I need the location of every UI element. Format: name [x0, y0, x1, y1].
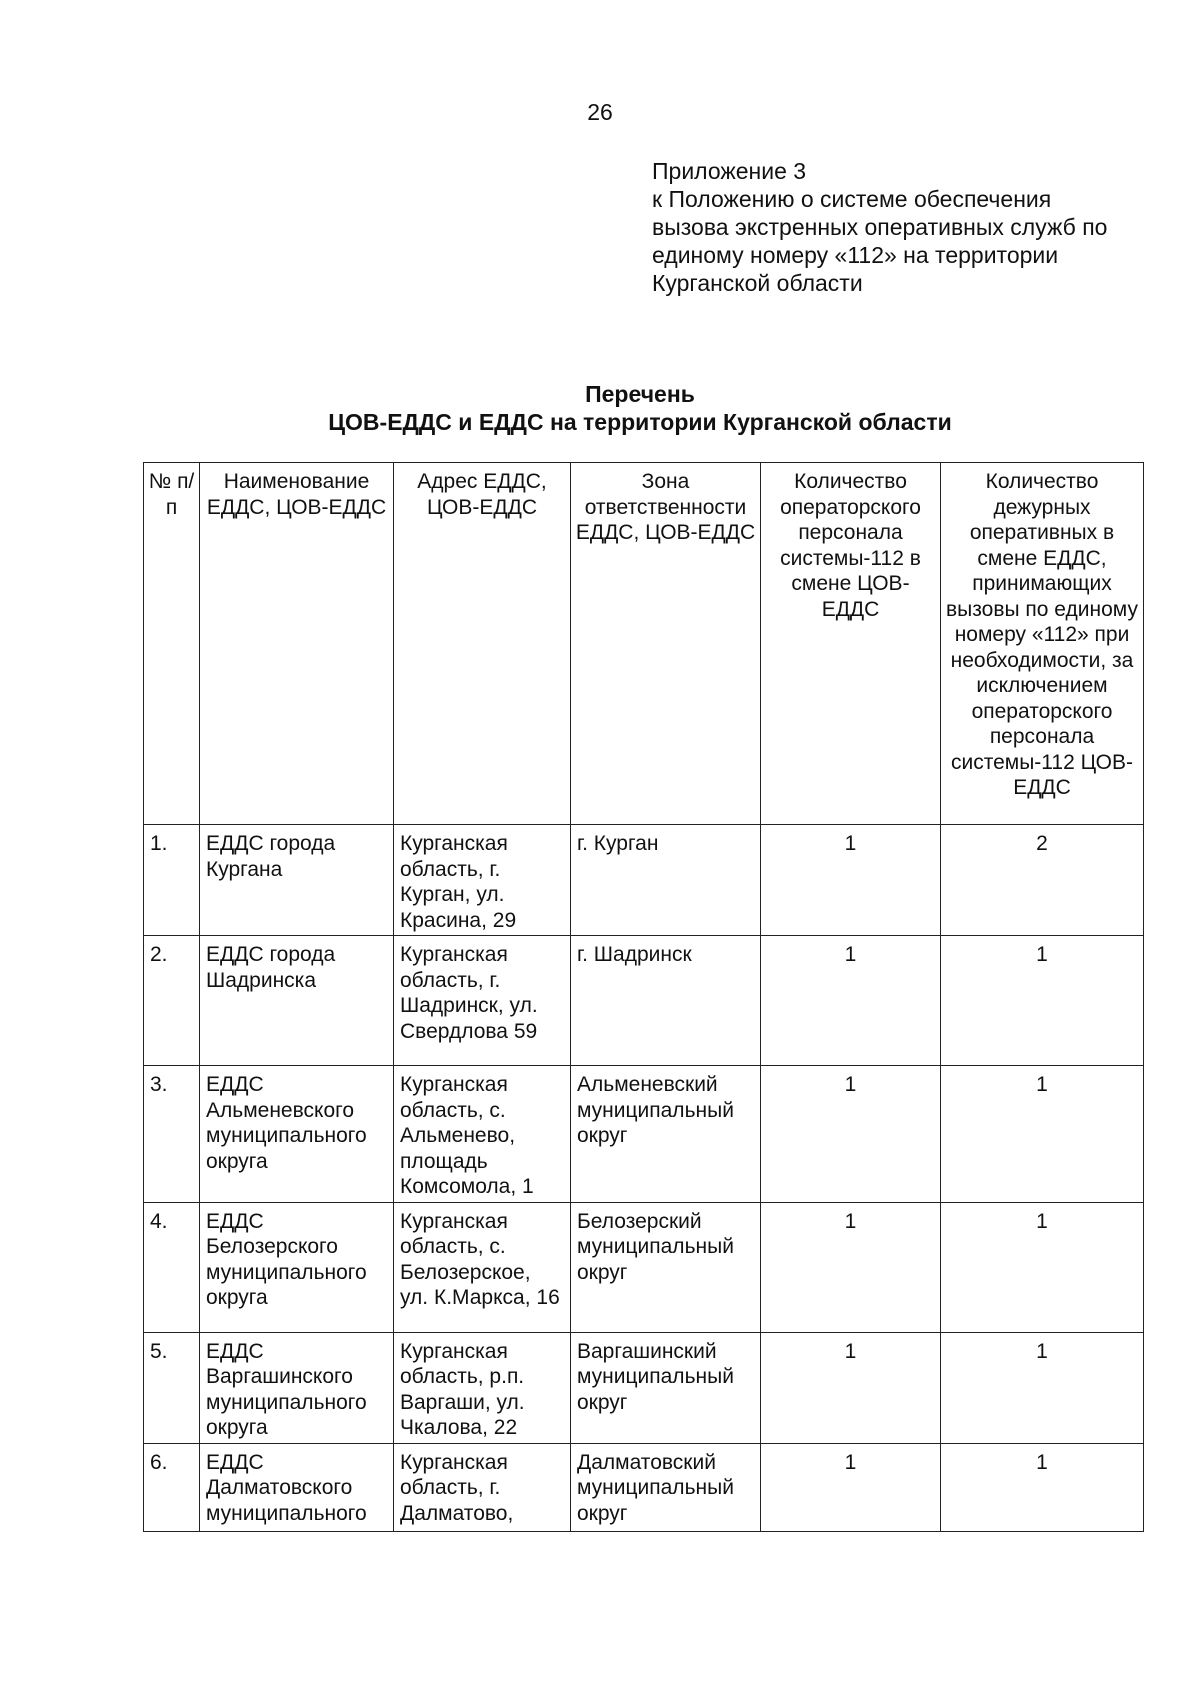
title-line-1: Перечень [585, 381, 695, 407]
cell-zone: Белозерский муниципальный округ [571, 1202, 761, 1332]
cell-duty: 1 [941, 1443, 1144, 1531]
cell-operators: 1 [761, 1332, 941, 1443]
cell-zone: г. Курган [571, 825, 761, 936]
cell-num: 1. [144, 825, 200, 936]
table-row [144, 1202, 1144, 1332]
header-address: Адрес ЕДДС, ЦОВ-ЕДДС [394, 463, 571, 825]
appendix-line: Приложение 3 [652, 158, 807, 184]
cell-name: ЕДДС Белозерского муниципального округа [200, 1202, 394, 1332]
edds-table [143, 462, 1144, 1532]
cell-address: Курганская область, г. Курган, ул. Красина, 29 [394, 825, 571, 936]
cell-zone: Альменевский муниципальный округ [571, 1066, 761, 1203]
cell-address: Курганская область, с. Белозерское, ул. К.Маркса, 16 [394, 1202, 571, 1332]
table-row [144, 1066, 1144, 1203]
cell-num: 6. [144, 1443, 200, 1531]
table-row [144, 936, 1144, 1066]
cell-name: ЕДДС города Шадринска [200, 936, 394, 1066]
table-row [144, 1332, 1144, 1443]
cell-operators: 1 [761, 1066, 941, 1203]
table-row [144, 825, 1144, 936]
header-name: Наименование ЕДДС, ЦОВ-ЕДДС [200, 463, 394, 825]
cell-duty: 1 [941, 1066, 1144, 1203]
appendix-note [652, 157, 1172, 297]
cell-address: Курганская область, г. Шадринск, ул. Свердлова 59 [394, 936, 571, 1066]
appendix-line: Курганской области [652, 270, 863, 296]
cell-name: ЕДДС Варгашинского муниципального округа [200, 1332, 394, 1443]
cell-num: 4. [144, 1202, 200, 1332]
cell-zone: г. Шадринск [571, 936, 761, 1066]
cell-address: Курганская область, с. Альменево, площадь Комсомола, 1 [394, 1066, 571, 1203]
cell-zone: Далматовский муниципальный округ [571, 1443, 761, 1531]
cell-operators: 1 [761, 1443, 941, 1531]
cell-operators: 1 [761, 825, 941, 936]
title-line-2: ЦОВ-ЕДДС и ЕДДС на территории Курганской области [328, 409, 952, 435]
cell-duty: 1 [941, 1332, 1144, 1443]
cell-operators: 1 [761, 1202, 941, 1332]
cell-operators: 1 [761, 936, 941, 1066]
cell-name: ЕДДС Далматовского муниципального [200, 1443, 394, 1531]
appendix-line: вызова экстренных оперативных служб по [652, 214, 1108, 240]
cell-address: Курганская область, г. Далматово, [394, 1443, 571, 1531]
appendix-line: единому номеру «112» на территории [652, 242, 1059, 268]
cell-num: 5. [144, 1332, 200, 1443]
appendix-line: к Положению о системе обеспечения [652, 186, 1052, 212]
cell-address: Курганская область, р.п. Варгаши, ул. Чкалова, 22 [394, 1332, 571, 1443]
header-duty: Количество дежурных оперативных в смене ЕДДС, принимающих вызовы по единому номеру «112» при необходимости, за исключением операторского персонала системы-112 ЦОВ-ЕДДС [941, 463, 1144, 825]
table-row [144, 1443, 1144, 1531]
header-num: № п/п [144, 463, 200, 825]
document-title [0, 380, 1200, 436]
header-operators: Количество операторского персонала системы-112 в смене ЦОВ-ЕДДС [761, 463, 941, 825]
cell-zone: Варгашинский муниципальный округ [571, 1332, 761, 1443]
table-header-row [144, 463, 1144, 825]
cell-num: 3. [144, 1066, 200, 1203]
cell-duty: 1 [941, 936, 1144, 1066]
cell-name: ЕДДС города Кургана [200, 825, 394, 936]
cell-duty: 1 [941, 1202, 1144, 1332]
cell-name: ЕДДС Альменевского муниципального округа [200, 1066, 394, 1203]
cell-duty: 2 [941, 825, 1144, 936]
header-zone: Зона ответственности ЕДДС, ЦОВ-ЕДДС [571, 463, 761, 825]
page-number: 26 [587, 99, 613, 125]
cell-num: 2. [144, 936, 200, 1066]
